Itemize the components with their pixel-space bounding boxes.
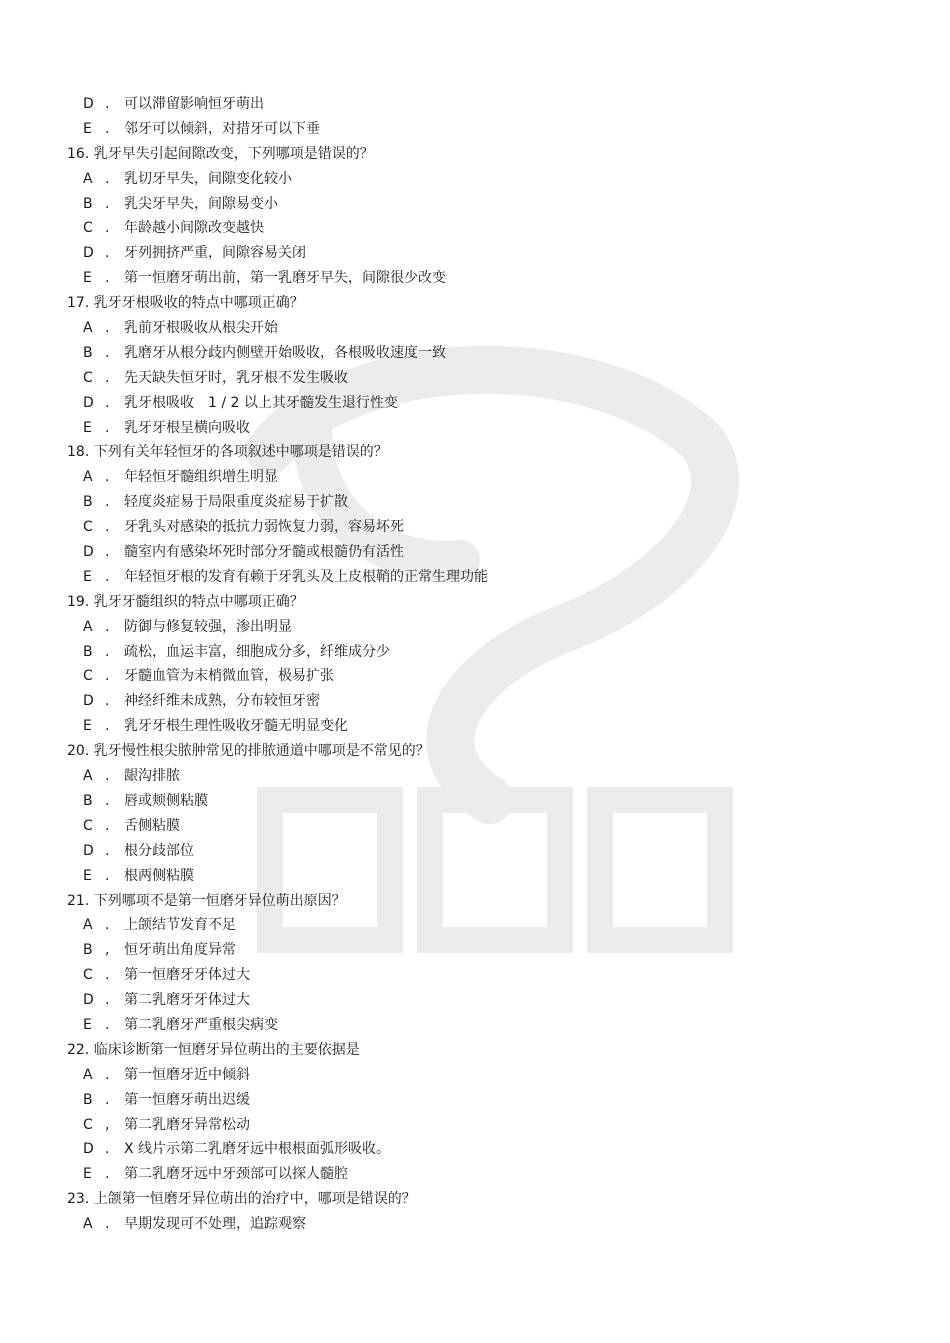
answer-option	[0, 1063, 950, 1088]
question-number: 19.	[67, 593, 90, 610]
option-text: 根分歧部位	[124, 842, 194, 859]
answer-option	[0, 640, 950, 665]
option-letter: D	[83, 96, 94, 112]
question-stem	[0, 739, 950, 764]
option-letter: C	[83, 220, 93, 237]
option-letter: E	[83, 568, 92, 585]
option-text: 乳切牙早失，间隙变化较小	[124, 170, 292, 187]
option-text: 乳牙牙根呈横向吸收	[124, 419, 250, 436]
answer-option	[0, 416, 950, 441]
option-text: 第二乳磨牙异常松动	[124, 1116, 250, 1133]
question-stem	[0, 889, 950, 914]
option-letter: E	[83, 867, 92, 884]
option-separator: .	[105, 1216, 110, 1233]
option-separator: .	[105, 469, 110, 486]
option-text: 髓室内有感染坏死时部分牙髓或根髓仍有活性	[124, 544, 404, 561]
option-separator: .	[105, 270, 110, 287]
option-separator: .	[105, 1066, 110, 1083]
option-letter: D	[83, 245, 94, 262]
answer-option	[0, 615, 950, 640]
option-separator: .	[105, 967, 110, 984]
exam-questions	[0, 92, 950, 1237]
question-stem	[0, 291, 950, 316]
option-text: 第二乳磨牙远中牙颈部可以探人髓腔	[124, 1166, 348, 1183]
answer-option	[0, 988, 950, 1013]
option-letter: D	[83, 394, 94, 411]
option-text: 疏松，血运丰富，细胞成分多，纤维成分少	[124, 643, 390, 660]
option-letter: B	[83, 195, 93, 212]
answer-option	[0, 814, 950, 839]
question-number: 17.	[67, 295, 90, 312]
question-stem	[0, 440, 950, 465]
option-text: 轻度炎症易于局限重度炎症易于扩散	[124, 494, 348, 511]
option-separator: .	[105, 643, 110, 660]
option-separator: .	[105, 618, 110, 635]
answer-option	[0, 1162, 950, 1187]
option-separator: .	[105, 344, 110, 361]
answer-option	[0, 167, 950, 192]
option-text: 第一恒磨牙萌出迟缓	[124, 1091, 250, 1108]
question-number: 23.	[67, 1191, 90, 1208]
option-separator: .	[105, 394, 110, 411]
answer-option	[0, 1113, 950, 1138]
option-text: 牙乳头对感染的抵抗力弱恢复力弱，容易坏死	[124, 519, 404, 536]
option-text: 舌侧粘膜	[124, 817, 180, 834]
answer-option	[0, 1013, 950, 1038]
option-text: 乳尖牙早失，间隙易变小	[124, 195, 278, 212]
option-text: 乳磨牙从根分歧内侧壁开始吸收，各根吸收速度一致	[124, 344, 446, 361]
option-letter: A	[83, 1066, 93, 1083]
option-letter: A	[83, 170, 93, 187]
option-letter: A	[83, 917, 93, 934]
option-text: 第一恒磨牙牙体过大	[124, 967, 250, 984]
option-letter: C	[83, 369, 93, 386]
option-letter: A	[83, 1216, 93, 1233]
answer-option	[0, 465, 950, 490]
option-letter: E	[83, 1166, 92, 1183]
answer-option	[0, 391, 950, 416]
option-text: 第一恒磨牙近中倾斜	[124, 1066, 250, 1083]
option-separator: .	[105, 1141, 110, 1158]
option-text: 年轻恒牙髓组织增生明显	[124, 469, 278, 486]
option-text: 唇或颊侧粘膜	[124, 792, 208, 809]
option-letter: B	[83, 344, 93, 361]
option-separator: .	[105, 867, 110, 884]
question-text: 下列有关年轻恒牙的各项叙述中哪项是错误的？	[93, 444, 388, 461]
option-text: 乳前牙根吸收从根尖开始	[124, 320, 278, 337]
answer-option	[0, 913, 950, 938]
option-letter: A	[83, 618, 93, 635]
question-text: 下列哪项不是第一恒磨牙异位萌出原因？	[93, 892, 346, 909]
option-letter: D	[83, 693, 94, 710]
answer-option	[0, 565, 950, 590]
answer-option	[0, 963, 950, 988]
answer-option	[0, 266, 950, 291]
option-separator: .	[105, 320, 110, 337]
option-letter: C	[83, 668, 93, 685]
option-separator: .	[105, 917, 110, 934]
option-separator: .	[105, 369, 110, 386]
question-text: 乳牙牙髓组织的特点中哪项正确？	[93, 593, 304, 610]
option-separator: .	[105, 668, 110, 685]
option-text: 第二乳磨牙严重根尖病变	[124, 1016, 278, 1033]
option-separator: .	[105, 519, 110, 536]
option-separator: ,	[105, 1116, 110, 1133]
answer-option	[0, 341, 950, 366]
answer-option	[0, 839, 950, 864]
option-text: 根两侧粘膜	[124, 867, 194, 884]
answer-option	[0, 714, 950, 739]
option-separator: .	[105, 1016, 110, 1033]
option-separator: .	[105, 544, 110, 561]
option-letter: D	[83, 842, 94, 859]
question-number: 16.	[67, 145, 90, 162]
option-text: 第一恒磨牙萌出前，第一乳磨牙早失，间隙很少改变	[124, 270, 446, 287]
option-text: 乳牙根吸收 1 / 2 以上其牙髓发生退行性变	[124, 394, 398, 411]
option-letter: C	[83, 967, 93, 984]
answer-option	[0, 689, 950, 714]
answer-option	[0, 1212, 950, 1237]
answer-option	[0, 938, 950, 963]
option-separator: .	[105, 120, 110, 137]
answer-option	[0, 540, 950, 565]
answer-option	[0, 216, 950, 241]
option-letter: A	[83, 768, 93, 785]
option-separator: .	[105, 494, 110, 511]
option-separator: .	[105, 568, 110, 585]
answer-option	[0, 366, 950, 391]
option-letter: D	[83, 544, 94, 561]
option-text: 上颌结节发育不足	[124, 917, 236, 934]
answer-option	[0, 1088, 950, 1113]
option-separator: .	[105, 817, 110, 834]
option-letter: D	[83, 992, 94, 1009]
option-letter: E	[83, 718, 92, 735]
option-text: 早期发现可不处理，追踪观察	[124, 1216, 306, 1233]
option-letter: B	[83, 643, 93, 660]
answer-option	[0, 789, 950, 814]
option-separator: .	[105, 693, 110, 710]
option-text: 先天缺失恒牙时，乳牙根不发生吸收	[124, 369, 348, 386]
option-letter: B	[83, 494, 93, 511]
question-text: 临床诊断第一恒磨牙异位萌出的主要依据是	[93, 1041, 360, 1058]
option-separator: .	[105, 195, 110, 212]
answer-option	[0, 490, 950, 515]
option-letter: D	[83, 1141, 94, 1158]
question-stem	[0, 590, 950, 615]
option-separator: .	[105, 718, 110, 735]
option-text: 龈沟排脓	[124, 768, 180, 785]
answer-option	[0, 515, 950, 540]
option-letter: B	[83, 942, 93, 959]
option-letter: B	[83, 1091, 93, 1108]
option-letter: E	[83, 120, 92, 137]
option-letter: A	[83, 469, 93, 486]
option-text: 乳牙牙根生理性吸收牙髓无明显变化	[124, 718, 348, 735]
answer-option	[0, 1137, 950, 1162]
option-separator: .	[105, 1166, 110, 1183]
question-text: 乳牙牙根吸收的特点中哪项正确？	[93, 295, 304, 312]
answer-option	[0, 92, 950, 117]
option-separator: ,	[105, 942, 110, 959]
option-text: 牙髓血管为末梢微血管，极易扩张	[124, 668, 334, 685]
answer-option	[0, 664, 950, 689]
option-separator: .	[105, 245, 110, 262]
question-number: 18.	[67, 444, 90, 461]
question-text: 乳牙早失引起间隙改变，下列哪项是错误的？	[93, 145, 374, 162]
option-text: 第二乳磨牙牙体过大	[124, 992, 250, 1009]
option-letter: C	[83, 1116, 93, 1133]
question-number: 22.	[67, 1041, 90, 1058]
option-separator: .	[105, 1091, 110, 1108]
option-separator: .	[105, 842, 110, 859]
question-stem	[0, 142, 950, 167]
option-separator: .	[105, 220, 110, 237]
option-letter: B	[83, 792, 93, 809]
option-letter: E	[83, 419, 92, 436]
option-separator: .	[105, 170, 110, 187]
option-text: 年轻恒牙根的发育有赖于牙乳头及上皮根鞘的正常生理功能	[124, 568, 488, 585]
answer-option	[0, 764, 950, 789]
answer-option	[0, 864, 950, 889]
option-separator: .	[105, 96, 110, 112]
answer-option	[0, 192, 950, 217]
option-text: 恒牙萌出角度异常	[124, 942, 236, 959]
question-text: 上颌第一恒磨牙异位萌出的治疗中，哪项是错误的？	[93, 1191, 416, 1208]
option-text: 可以滞留影响恒牙萌出	[124, 96, 264, 112]
answer-option	[0, 316, 950, 341]
option-text: 神经纤维未成熟，分布较恒牙密	[124, 693, 320, 710]
option-separator: .	[105, 768, 110, 785]
question-number: 20.	[67, 743, 90, 760]
question-text: 乳牙慢性根尖脓肿常见的排脓通道中哪项是不常见的？	[93, 743, 430, 760]
question-number: 21.	[67, 892, 90, 909]
option-letter: E	[83, 270, 92, 287]
option-letter: C	[83, 817, 93, 834]
option-text: 邻牙可以倾斜，对措牙可以下垂	[124, 120, 320, 137]
option-text: 牙列拥挤严重，间隙容易关闭	[124, 245, 306, 262]
option-letter: A	[83, 320, 93, 337]
option-separator: .	[105, 992, 110, 1009]
option-text: 防御与修复较强，渗出明显	[124, 618, 292, 635]
question-stem	[0, 1187, 950, 1212]
answer-option	[0, 117, 950, 142]
option-text: X 线片示第二乳磨牙远中根根面弧形吸收。	[124, 1141, 391, 1158]
option-separator: .	[105, 419, 110, 436]
answer-option	[0, 241, 950, 266]
option-text: 年龄越小间隙改变越快	[124, 220, 264, 237]
question-stem	[0, 1038, 950, 1063]
option-letter: C	[83, 519, 93, 536]
option-letter: E	[83, 1016, 92, 1033]
option-separator: .	[105, 792, 110, 809]
